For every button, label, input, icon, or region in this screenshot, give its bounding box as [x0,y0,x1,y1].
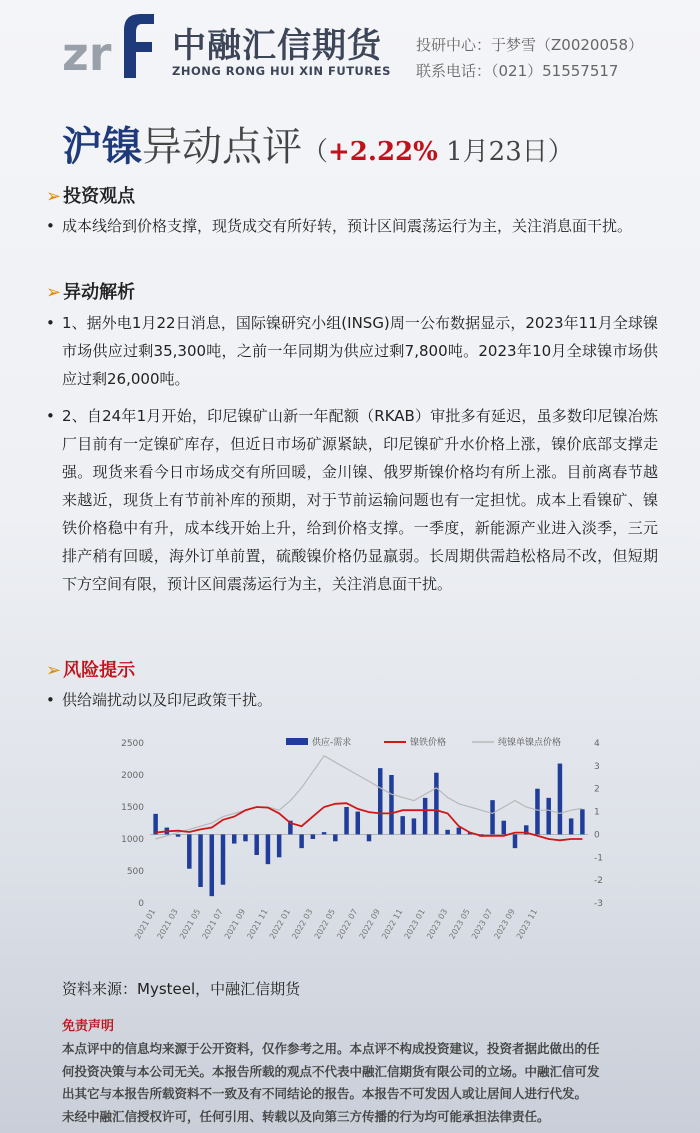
right-tick-label: 3 [594,761,600,772]
section-title: 风险提示 [63,660,136,681]
risk-paragraph [46,686,658,714]
balance-bar [254,834,258,855]
analyst-line: 投研中心：于梦雪（Z0020058） [416,36,644,54]
analysis-paragraph-1 [46,309,658,393]
data-source: 资料来源：Mysteel，中融汇信期货 [62,980,301,998]
left-tick-label: 2000 [121,771,144,781]
legend-label: 纯镍单镍点价格 [498,738,562,748]
left-tick-label: 2500 [121,739,144,749]
x-tick-label: 2022 09 [357,907,382,941]
left-tick-label: 1000 [121,835,144,845]
pure-nickel-price-line [156,756,583,839]
report-header [0,0,700,100]
balance-bar [333,834,337,841]
arrow-icon: ➢ [46,282,62,303]
x-tick-label: 2021 07 [200,907,225,941]
balance-bar [546,798,550,835]
right-tick-label: 2 [594,784,600,795]
balance-bar [412,818,416,834]
disclaimer-line: 本点评中的信息均来源于公开资料，仅作参考之用。本点评不构成投资建议，投资者据此做出的任 [62,1041,600,1056]
balance-bar [356,812,360,835]
x-tick-label: 2023 11 [514,907,540,941]
x-tick-label: 2021 11 [245,907,270,941]
title-date: 1月23日） [437,137,574,167]
section-investment-view [46,182,135,208]
analysis-text-1: 1、据外电1月22日消息，国际镍研究小组(INSG)周一公布数据显示，2023年11月全球镍市场供应过剩35,300吨，之前一年同期为供应过剩7,800吨。2023年10月全球镍市场供应过剩26,000吨。 [62,314,658,388]
section-analysis [46,278,135,304]
balance-bar [322,832,326,834]
disclaimer-title: 免责声明 [62,1019,115,1034]
balance-bar [389,775,393,834]
balance-bar [187,834,191,868]
balance-bar [153,814,157,835]
balance-bar [513,834,517,848]
view-text: 成本线给到价格支撑，现货成交有所好转，预计区间震荡运行为主，关注消息面干扰。 [62,217,633,235]
title-type: 异动点评 [142,124,302,170]
title-change: +2.22% [328,137,438,167]
x-tick-label: 2022 11 [380,907,405,941]
section-title: 异动解析 [63,282,136,303]
x-tick-label: 2023 03 [425,907,450,941]
balance-bar [457,828,461,835]
balance-bar [558,764,562,835]
disclaimer-line: 出其它与本报告所载资料不一致及有不同结论的报告。本报告不可发因人或让居间人进行代发。 [62,1086,588,1101]
balance-bar [266,834,270,864]
phone-line: 联系电话：（021）51557517 [416,62,619,80]
x-tick-label: 2022 03 [290,907,315,941]
balance-bar [232,834,236,843]
balance-bar [580,809,584,834]
balance-bar [210,834,214,896]
disclaimer-body [62,1038,652,1128]
company-logo-icon [62,12,158,78]
section-title: 投资观点 [63,186,136,207]
x-tick-label: 2022 07 [335,907,360,941]
x-tick-label: 2021 03 [155,907,180,941]
disclaimer-line: 未经中融汇信授权许可，任何引用、转载以及向第三方传播的行为均可能承担法律责任。 [62,1108,550,1124]
legend-label: 镍铁价格 [410,738,447,748]
x-tick-label: 2023 01 [402,907,427,941]
balance-bar [221,834,225,884]
right-tick-label: 1 [594,807,600,818]
bullet-icon: • [46,691,55,709]
x-tick-label: 2023 07 [469,907,495,941]
x-tick-label: 2021 01 [133,907,158,941]
x-tick-label: 2021 09 [222,907,248,941]
balance-bar [569,818,573,834]
left-tick-label: 0 [138,899,144,909]
x-tick-label: 2021 05 [177,907,203,941]
analysis-paragraph-2 [46,402,658,598]
x-tick-label: 2022 05 [312,907,338,941]
balance-bar [378,768,382,834]
bullet-icon: • [46,314,55,332]
view-paragraph [46,212,658,240]
legend-swatch-balance [286,738,308,745]
disclaimer-line: 何投资决策与本公司无关。本报告所载的观点不代表中融汇信期货有限公司的立场。中融汇信可发 [62,1063,600,1079]
balance-bar [502,821,506,835]
bullet-icon: • [46,217,55,235]
right-tick-label: -2 [594,876,603,887]
balance-bar [311,834,315,839]
right-tick-label: 4 [594,739,600,749]
balance-bar [344,807,348,834]
right-tick-label: -1 [594,853,603,864]
balance-bar [400,816,404,834]
report-title [62,115,574,172]
balance-bar [535,789,539,835]
balance-bar [490,800,494,834]
logo-chinese-name: 中融汇信期货 [172,26,382,66]
right-tick-label: 0 [594,830,600,841]
balance-bar [423,798,427,835]
balance-bar [367,834,371,841]
balance-bar [299,834,303,848]
legend-label: 供应-需求 [312,738,352,748]
bullet-icon: • [46,407,55,425]
balance-bar [445,830,449,835]
x-tick-label: 2023 09 [492,907,517,941]
balance-bar [434,773,438,835]
balance-bar [277,834,281,857]
section-risk [46,656,135,682]
title-paren: （ [302,137,329,167]
balance-bar [176,834,180,836]
right-tick-label: -3 [594,899,603,909]
left-tick-label: 1500 [121,803,144,813]
left-tick-label: 500 [126,867,144,877]
contact-info [416,32,643,84]
balance-bar [243,834,247,841]
risk-text: 供给端扰动以及印尼政策干扰。 [62,691,273,709]
svg-text:zr: zr [62,27,112,78]
title-product: 沪镍 [62,123,142,170]
x-tick-label: 2023 05 [447,907,472,941]
logo-english-name: ZHONG RONG HUI XIN FUTURES [172,64,391,78]
arrow-icon: ➢ [46,660,62,681]
balance-bar [198,834,202,887]
nickel-chart [108,733,632,965]
analysis-text-2: 2、自24年1月开始，印尼镍矿山新一年配额（RKAB）审批多有延迟，虽多数印尼镍冶炼厂目前有一定镍矿库存，但近日市场矿源紧缺，印尼镍矿升水价格上涨，镍价底部支撑走强。现货来看今日市场成交有所回暖，金川镍、俄罗斯镍价格均有所上涨。目前离春节越来越近，现货上有节前补库的预期，对于节前运输问题也有一定担忧。成本上看镍矿、镍铁价格稳中有升，成本线开始上升，给到价格支撑。一季度，新能源产业进入淡季，三元排产稍有回暖，海外订单前置，硫酸镍价格仍显羸弱。长周期供需趋松格局不改，但短期下方空间有限，预计区间震荡运行为主，关注消息面干扰。 [62,407,658,593]
arrow-icon: ➢ [46,186,62,207]
x-tick-label: 2022 01 [267,907,293,941]
